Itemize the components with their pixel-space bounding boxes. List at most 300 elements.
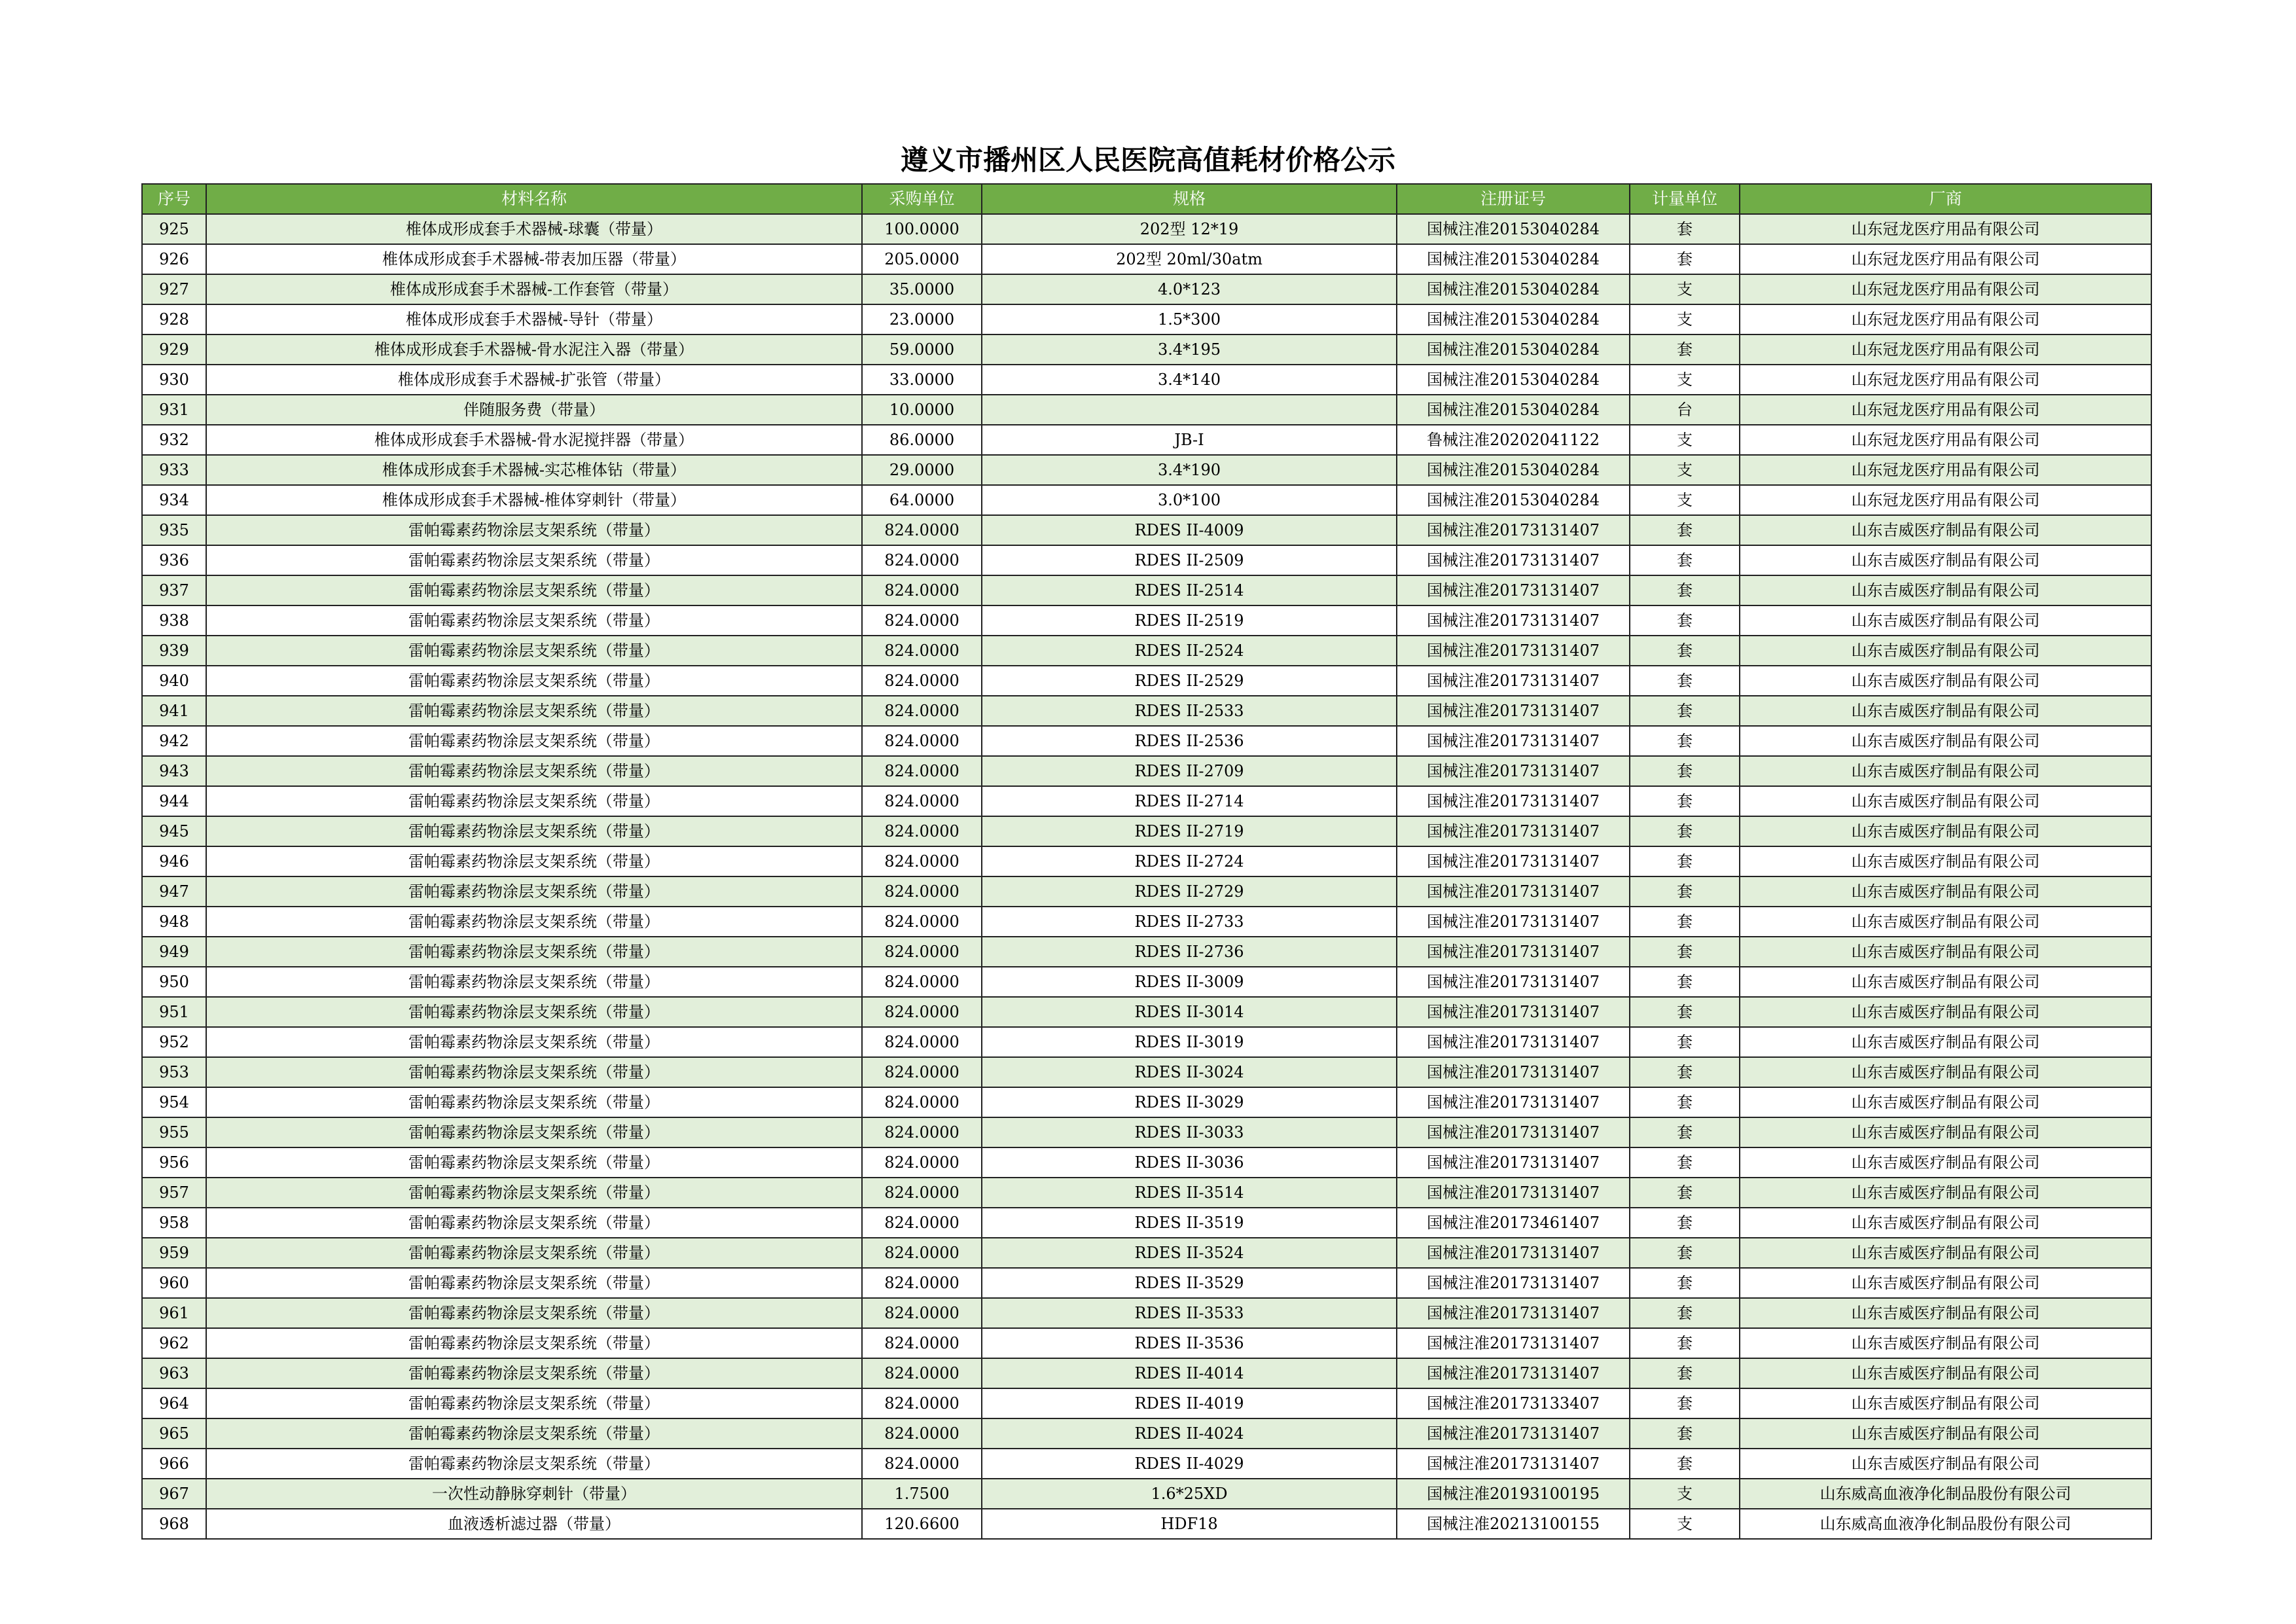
cell-unit-price: 86.0000 <box>862 425 982 455</box>
cell-spec: 1.6*25XD <box>982 1479 1397 1509</box>
cell-unit: 套 <box>1630 1268 1740 1298</box>
cell-material-name: 一次性动静脉穿刺针（带量） <box>206 1479 862 1509</box>
table-row <box>142 274 2151 304</box>
cell-manufacturer: 山东冠龙医疗用品有限公司 <box>1740 214 2151 244</box>
cell-manufacturer: 山东吉威医疗制品有限公司 <box>1740 1418 2151 1449</box>
col-header-manufacturer: 厂商 <box>1740 184 2151 214</box>
table-row <box>142 1268 2151 1298</box>
cell-spec: RDES II-3036 <box>982 1147 1397 1178</box>
cell-material-name: 椎体成形成套手术器械-骨水泥搅拌器（带量） <box>206 425 862 455</box>
cell-registration-no: 国械注准20173131407 <box>1397 1418 1630 1449</box>
cell-unit: 套 <box>1630 636 1740 666</box>
cell-unit: 套 <box>1630 244 1740 274</box>
cell-manufacturer: 山东冠龙医疗用品有限公司 <box>1740 485 2151 515</box>
cell-spec: RDES II-2533 <box>982 696 1397 726</box>
cell-manufacturer: 山东冠龙医疗用品有限公司 <box>1740 455 2151 485</box>
cell-registration-no: 国械注准20193100195 <box>1397 1479 1630 1509</box>
cell-manufacturer: 山东吉威医疗制品有限公司 <box>1740 1208 2151 1238</box>
cell-index: 968 <box>142 1509 206 1539</box>
cell-spec: RDES II-3019 <box>982 1027 1397 1057</box>
cell-material-name: 雷帕霉素药物涂层支架系统（带量） <box>206 666 862 696</box>
cell-registration-no: 国械注准20173131407 <box>1397 846 1630 876</box>
cell-unit: 支 <box>1630 1479 1740 1509</box>
cell-index: 934 <box>142 485 206 515</box>
cell-unit: 套 <box>1630 334 1740 365</box>
cell-manufacturer: 山东吉威医疗制品有限公司 <box>1740 666 2151 696</box>
cell-index: 939 <box>142 636 206 666</box>
cell-index: 953 <box>142 1057 206 1087</box>
cell-manufacturer: 山东吉威医疗制品有限公司 <box>1740 726 2151 756</box>
cell-index: 963 <box>142 1358 206 1388</box>
cell-spec: RDES II-2729 <box>982 876 1397 907</box>
table-row <box>142 365 2151 395</box>
cell-material-name: 椎体成形成套手术器械-带表加压器（带量） <box>206 244 862 274</box>
table-header-row <box>142 184 2151 214</box>
table-row <box>142 1479 2151 1509</box>
cell-registration-no: 国械注准20173131407 <box>1397 1328 1630 1358</box>
cell-spec: 202型 20ml/30atm <box>982 244 1397 274</box>
cell-spec: JB-I <box>982 425 1397 455</box>
cell-manufacturer: 山东吉威医疗制品有限公司 <box>1740 1117 2151 1147</box>
cell-index: 966 <box>142 1449 206 1479</box>
cell-material-name: 椎体成形成套手术器械-扩张管（带量） <box>206 365 862 395</box>
cell-index: 960 <box>142 1268 206 1298</box>
cell-material-name: 雷帕霉素药物涂层支架系统（带量） <box>206 1358 862 1388</box>
cell-manufacturer: 山东冠龙医疗用品有限公司 <box>1740 365 2151 395</box>
cell-spec: RDES II-2524 <box>982 636 1397 666</box>
cell-material-name: 雷帕霉素药物涂层支架系统（带量） <box>206 636 862 666</box>
cell-material-name: 椎体成形成套手术器械-导针（带量） <box>206 304 862 334</box>
cell-manufacturer: 山东吉威医疗制品有限公司 <box>1740 997 2151 1027</box>
cell-index: 959 <box>142 1238 206 1268</box>
cell-registration-no: 国械注准20173131407 <box>1397 1057 1630 1087</box>
cell-material-name: 雷帕霉素药物涂层支架系统（带量） <box>206 605 862 636</box>
cell-unit-price: 824.0000 <box>862 515 982 545</box>
cell-manufacturer: 山东吉威医疗制品有限公司 <box>1740 1057 2151 1087</box>
cell-registration-no: 国械注准20153040284 <box>1397 244 1630 274</box>
cell-unit-price: 824.0000 <box>862 876 982 907</box>
cell-registration-no: 国械注准20173131407 <box>1397 545 1630 575</box>
cell-unit-price: 824.0000 <box>862 786 982 816</box>
col-header-registration-no: 注册证号 <box>1397 184 1630 214</box>
cell-unit: 支 <box>1630 485 1740 515</box>
cell-unit: 套 <box>1630 1358 1740 1388</box>
cell-material-name: 雷帕霉素药物涂层支架系统（带量） <box>206 756 862 786</box>
cell-material-name: 雷帕霉素药物涂层支架系统（带量） <box>206 515 862 545</box>
cell-material-name: 雷帕霉素药物涂层支架系统（带量） <box>206 1117 862 1147</box>
cell-spec: RDES II-4019 <box>982 1388 1397 1418</box>
cell-unit: 套 <box>1630 1117 1740 1147</box>
cell-manufacturer: 山东吉威医疗制品有限公司 <box>1740 907 2151 937</box>
table-row <box>142 937 2151 967</box>
cell-manufacturer: 山东吉威医疗制品有限公司 <box>1740 1358 2151 1388</box>
cell-unit-price: 824.0000 <box>862 937 982 967</box>
cell-material-name: 血液透析滤过器（带量） <box>206 1509 862 1539</box>
table-row <box>142 1238 2151 1268</box>
table-row <box>142 1328 2151 1358</box>
cell-unit: 套 <box>1630 816 1740 846</box>
cell-unit: 套 <box>1630 1057 1740 1087</box>
cell-unit-price: 824.0000 <box>862 846 982 876</box>
table-row <box>142 545 2151 575</box>
cell-unit: 套 <box>1630 515 1740 545</box>
cell-spec: RDES II-3033 <box>982 1117 1397 1147</box>
cell-unit: 套 <box>1630 1238 1740 1268</box>
page-title: 遵义市播州区人民医院高值耗材价格公示 <box>900 144 1395 176</box>
table-row <box>142 1298 2151 1328</box>
table-row <box>142 1087 2151 1117</box>
cell-spec: RDES II-2733 <box>982 907 1397 937</box>
cell-registration-no: 国械注准20173131407 <box>1397 696 1630 726</box>
cell-registration-no: 国械注准20153040284 <box>1397 455 1630 485</box>
cell-registration-no: 国械注准20153040284 <box>1397 395 1630 425</box>
cell-unit: 支 <box>1630 365 1740 395</box>
table-row <box>142 1057 2151 1087</box>
cell-material-name: 雷帕霉素药物涂层支架系统（带量） <box>206 545 862 575</box>
cell-spec: RDES II-2509 <box>982 545 1397 575</box>
cell-registration-no: 国械注准20173461407 <box>1397 1208 1630 1238</box>
cell-spec: RDES II-2536 <box>982 726 1397 756</box>
table-row <box>142 666 2151 696</box>
cell-index: 957 <box>142 1178 206 1208</box>
cell-index: 928 <box>142 304 206 334</box>
table-row <box>142 1208 2151 1238</box>
cell-manufacturer: 山东吉威医疗制品有限公司 <box>1740 1388 2151 1418</box>
cell-index: 951 <box>142 997 206 1027</box>
cell-material-name: 雷帕霉素药物涂层支架系统（带量） <box>206 1328 862 1358</box>
cell-material-name: 雷帕霉素药物涂层支架系统（带量） <box>206 1208 862 1238</box>
cell-manufacturer: 山东吉威医疗制品有限公司 <box>1740 1298 2151 1328</box>
cell-manufacturer: 山东吉威医疗制品有限公司 <box>1740 545 2151 575</box>
cell-index: 950 <box>142 967 206 997</box>
cell-spec: RDES II-3524 <box>982 1238 1397 1268</box>
cell-registration-no: 国械注准20173131407 <box>1397 1147 1630 1178</box>
table-row <box>142 636 2151 666</box>
cell-material-name: 雷帕霉素药物涂层支架系统（带量） <box>206 876 862 907</box>
cell-unit-price: 29.0000 <box>862 455 982 485</box>
cell-manufacturer: 山东吉威医疗制品有限公司 <box>1740 1449 2151 1479</box>
cell-index: 947 <box>142 876 206 907</box>
cell-unit-price: 100.0000 <box>862 214 982 244</box>
cell-index: 935 <box>142 515 206 545</box>
cell-spec: 3.4*190 <box>982 455 1397 485</box>
cell-index: 941 <box>142 696 206 726</box>
cell-unit: 套 <box>1630 545 1740 575</box>
cell-unit: 套 <box>1630 1418 1740 1449</box>
cell-registration-no: 国械注准20153040284 <box>1397 485 1630 515</box>
cell-material-name: 雷帕霉素药物涂层支架系统（带量） <box>206 997 862 1027</box>
table-row <box>142 967 2151 997</box>
table-row <box>142 575 2151 605</box>
cell-material-name: 雷帕霉素药物涂层支架系统（带量） <box>206 1238 862 1268</box>
cell-unit-price: 824.0000 <box>862 1268 982 1298</box>
cell-spec: RDES II-3009 <box>982 967 1397 997</box>
cell-unit: 套 <box>1630 1449 1740 1479</box>
cell-registration-no: 国械注准20173131407 <box>1397 1087 1630 1117</box>
cell-index: 931 <box>142 395 206 425</box>
cell-index: 946 <box>142 846 206 876</box>
cell-registration-no: 国械注准20213100155 <box>1397 1509 1630 1539</box>
cell-unit: 套 <box>1630 1087 1740 1117</box>
cell-registration-no: 国械注准20173131407 <box>1397 997 1630 1027</box>
cell-index: 932 <box>142 425 206 455</box>
cell-manufacturer: 山东吉威医疗制品有限公司 <box>1740 876 2151 907</box>
table-row <box>142 1449 2151 1479</box>
cell-spec: RDES II-4014 <box>982 1358 1397 1388</box>
cell-registration-no: 国械注准20173133407 <box>1397 1388 1630 1418</box>
table-row <box>142 1147 2151 1178</box>
cell-index: 942 <box>142 726 206 756</box>
cell-unit-price: 824.0000 <box>862 1057 982 1087</box>
cell-material-name: 雷帕霉素药物涂层支架系统（带量） <box>206 1027 862 1057</box>
cell-registration-no: 国械注准20173131407 <box>1397 756 1630 786</box>
cell-unit-price: 824.0000 <box>862 1208 982 1238</box>
cell-index: 937 <box>142 575 206 605</box>
cell-spec: RDES II-3029 <box>982 1087 1397 1117</box>
cell-unit: 支 <box>1630 1509 1740 1539</box>
cell-index: 961 <box>142 1298 206 1328</box>
cell-unit: 套 <box>1630 907 1740 937</box>
table-row <box>142 786 2151 816</box>
cell-manufacturer: 山东威高血液净化制品股份有限公司 <box>1740 1509 2151 1539</box>
cell-unit-price: 824.0000 <box>862 1418 982 1449</box>
cell-material-name: 雷帕霉素药物涂层支架系统（带量） <box>206 937 862 967</box>
cell-registration-no: 国械注准20153040284 <box>1397 214 1630 244</box>
table-row <box>142 816 2151 846</box>
cell-index: 944 <box>142 786 206 816</box>
cell-registration-no: 国械注准20173131407 <box>1397 666 1630 696</box>
cell-unit: 套 <box>1630 575 1740 605</box>
cell-unit: 套 <box>1630 605 1740 636</box>
cell-material-name: 雷帕霉素药物涂层支架系统（带量） <box>206 1298 862 1328</box>
cell-registration-no: 国械注准20153040284 <box>1397 304 1630 334</box>
cell-spec: 3.4*140 <box>982 365 1397 395</box>
cell-unit-price: 824.0000 <box>862 636 982 666</box>
cell-registration-no: 国械注准20173131407 <box>1397 1238 1630 1268</box>
table-row <box>142 605 2151 636</box>
cell-unit-price: 59.0000 <box>862 334 982 365</box>
cell-unit-price: 824.0000 <box>862 1027 982 1057</box>
cell-registration-no: 国械注准20173131407 <box>1397 605 1630 636</box>
table-row <box>142 756 2151 786</box>
cell-spec: RDES II-2719 <box>982 816 1397 846</box>
cell-unit-price: 120.6600 <box>862 1509 982 1539</box>
cell-spec: HDF18 <box>982 1509 1397 1539</box>
cell-unit-price: 824.0000 <box>862 1147 982 1178</box>
cell-index: 956 <box>142 1147 206 1178</box>
cell-unit: 套 <box>1630 1388 1740 1418</box>
cell-registration-no: 国械注准20173131407 <box>1397 1268 1630 1298</box>
cell-manufacturer: 山东威高血液净化制品股份有限公司 <box>1740 1479 2151 1509</box>
table-row <box>142 334 2151 365</box>
cell-manufacturer: 山东吉威医疗制品有限公司 <box>1740 515 2151 545</box>
cell-registration-no: 国械注准20173131407 <box>1397 1027 1630 1057</box>
cell-spec: 3.0*100 <box>982 485 1397 515</box>
cell-material-name: 椎体成形成套手术器械-球囊（带量） <box>206 214 862 244</box>
col-header-unit: 计量单位 <box>1630 184 1740 214</box>
cell-spec <box>982 395 1397 425</box>
cell-index: 945 <box>142 816 206 846</box>
cell-registration-no: 国械注准20173131407 <box>1397 1178 1630 1208</box>
cell-unit-price: 1.7500 <box>862 1479 982 1509</box>
cell-material-name: 雷帕霉素药物涂层支架系统（带量） <box>206 846 862 876</box>
cell-registration-no: 国械注准20173131407 <box>1397 1449 1630 1479</box>
cell-unit-price: 824.0000 <box>862 1087 982 1117</box>
table-row <box>142 1117 2151 1147</box>
cell-unit: 支 <box>1630 274 1740 304</box>
cell-manufacturer: 山东冠龙医疗用品有限公司 <box>1740 425 2151 455</box>
cell-material-name: 雷帕霉素药物涂层支架系统（带量） <box>206 786 862 816</box>
cell-material-name: 雷帕霉素药物涂层支架系统（带量） <box>206 1147 862 1178</box>
cell-index: 949 <box>142 937 206 967</box>
cell-unit-price: 824.0000 <box>862 816 982 846</box>
cell-unit: 支 <box>1630 455 1740 485</box>
cell-index: 964 <box>142 1388 206 1418</box>
cell-manufacturer: 山东冠龙医疗用品有限公司 <box>1740 244 2151 274</box>
cell-unit-price: 824.0000 <box>862 967 982 997</box>
table-row <box>142 1027 2151 1057</box>
cell-registration-no: 国械注准20173131407 <box>1397 876 1630 907</box>
cell-spec: 3.4*195 <box>982 334 1397 365</box>
cell-spec: RDES II-2724 <box>982 846 1397 876</box>
cell-unit: 套 <box>1630 1178 1740 1208</box>
table-row <box>142 726 2151 756</box>
cell-manufacturer: 山东吉威医疗制品有限公司 <box>1740 636 2151 666</box>
cell-spec: 4.0*123 <box>982 274 1397 304</box>
cell-registration-no: 国械注准20173131407 <box>1397 636 1630 666</box>
price-table <box>141 183 2152 1540</box>
cell-spec: 202型 12*19 <box>982 214 1397 244</box>
cell-index: 954 <box>142 1087 206 1117</box>
cell-unit-price: 824.0000 <box>862 1388 982 1418</box>
cell-registration-no: 国械注准20153040284 <box>1397 334 1630 365</box>
cell-material-name: 雷帕霉素药物涂层支架系统（带量） <box>206 696 862 726</box>
table-row <box>142 876 2151 907</box>
table-row <box>142 485 2151 515</box>
cell-spec: RDES II-2514 <box>982 575 1397 605</box>
cell-registration-no: 国械注准20173131407 <box>1397 726 1630 756</box>
cell-index: 926 <box>142 244 206 274</box>
cell-unit: 套 <box>1630 1147 1740 1178</box>
cell-index: 940 <box>142 666 206 696</box>
cell-manufacturer: 山东吉威医疗制品有限公司 <box>1740 605 2151 636</box>
cell-spec: RDES II-4009 <box>982 515 1397 545</box>
cell-spec: 1.5*300 <box>982 304 1397 334</box>
cell-unit-price: 824.0000 <box>862 605 982 636</box>
cell-material-name: 雷帕霉素药物涂层支架系统（带量） <box>206 816 862 846</box>
cell-registration-no: 国械注准20173131407 <box>1397 575 1630 605</box>
cell-spec: RDES II-3014 <box>982 997 1397 1027</box>
table-row <box>142 997 2151 1027</box>
cell-index: 965 <box>142 1418 206 1449</box>
cell-manufacturer: 山东冠龙医疗用品有限公司 <box>1740 334 2151 365</box>
table-row <box>142 1509 2151 1539</box>
cell-unit: 支 <box>1630 425 1740 455</box>
table-row <box>142 515 2151 545</box>
cell-unit-price: 205.0000 <box>862 244 982 274</box>
cell-unit-price: 824.0000 <box>862 997 982 1027</box>
cell-unit: 套 <box>1630 846 1740 876</box>
cell-material-name: 椎体成形成套手术器械-工作套管（带量） <box>206 274 862 304</box>
cell-material-name: 雷帕霉素药物涂层支架系统（带量） <box>206 967 862 997</box>
cell-material-name: 雷帕霉素药物涂层支架系统（带量） <box>206 1087 862 1117</box>
cell-spec: RDES II-2736 <box>982 937 1397 967</box>
cell-index: 938 <box>142 605 206 636</box>
table-row <box>142 244 2151 274</box>
cell-material-name: 椎体成形成套手术器械-骨水泥注入器（带量） <box>206 334 862 365</box>
col-header-spec: 规格 <box>982 184 1397 214</box>
cell-unit-price: 824.0000 <box>862 575 982 605</box>
col-header-material-name: 材料名称 <box>206 184 862 214</box>
cell-manufacturer: 山东冠龙医疗用品有限公司 <box>1740 274 2151 304</box>
cell-material-name: 伴随服务费（带量） <box>206 395 862 425</box>
cell-spec: RDES II-3519 <box>982 1208 1397 1238</box>
cell-manufacturer: 山东吉威医疗制品有限公司 <box>1740 1178 2151 1208</box>
cell-spec: RDES II-2529 <box>982 666 1397 696</box>
cell-unit-price: 824.0000 <box>862 545 982 575</box>
cell-unit: 套 <box>1630 756 1740 786</box>
cell-spec: RDES II-2519 <box>982 605 1397 636</box>
cell-manufacturer: 山东吉威医疗制品有限公司 <box>1740 816 2151 846</box>
cell-index: 925 <box>142 214 206 244</box>
cell-registration-no: 国械注准20173131407 <box>1397 937 1630 967</box>
cell-unit-price: 33.0000 <box>862 365 982 395</box>
cell-unit: 套 <box>1630 786 1740 816</box>
cell-unit-price: 824.0000 <box>862 1358 982 1388</box>
table-row <box>142 214 2151 244</box>
cell-unit-price: 824.0000 <box>862 1178 982 1208</box>
cell-manufacturer: 山东吉威医疗制品有限公司 <box>1740 1328 2151 1358</box>
cell-unit-price: 824.0000 <box>862 907 982 937</box>
table-row <box>142 455 2151 485</box>
cell-index: 948 <box>142 907 206 937</box>
cell-manufacturer: 山东冠龙医疗用品有限公司 <box>1740 395 2151 425</box>
table-row <box>142 1358 2151 1388</box>
cell-unit: 支 <box>1630 304 1740 334</box>
cell-material-name: 雷帕霉素药物涂层支架系统（带量） <box>206 907 862 937</box>
cell-index: 929 <box>142 334 206 365</box>
cell-material-name: 雷帕霉素药物涂层支架系统（带量） <box>206 1178 862 1208</box>
cell-spec: RDES II-3024 <box>982 1057 1397 1087</box>
cell-material-name: 雷帕霉素药物涂层支架系统（带量） <box>206 1418 862 1449</box>
cell-unit-price: 23.0000 <box>862 304 982 334</box>
cell-manufacturer: 山东吉威医疗制品有限公司 <box>1740 1147 2151 1178</box>
cell-index: 962 <box>142 1328 206 1358</box>
cell-manufacturer: 山东冠龙医疗用品有限公司 <box>1740 304 2151 334</box>
table-row <box>142 1178 2151 1208</box>
cell-unit: 套 <box>1630 937 1740 967</box>
cell-manufacturer: 山东吉威医疗制品有限公司 <box>1740 846 2151 876</box>
cell-unit-price: 35.0000 <box>862 274 982 304</box>
cell-manufacturer: 山东吉威医疗制品有限公司 <box>1740 575 2151 605</box>
cell-spec: RDES II-3514 <box>982 1178 1397 1208</box>
cell-unit-price: 824.0000 <box>862 666 982 696</box>
cell-unit: 套 <box>1630 967 1740 997</box>
cell-registration-no: 国械注准20173131407 <box>1397 515 1630 545</box>
cell-unit-price: 824.0000 <box>862 696 982 726</box>
cell-unit: 套 <box>1630 1328 1740 1358</box>
cell-unit-price: 824.0000 <box>862 756 982 786</box>
col-header-unit-price: 采购单位 <box>862 184 982 214</box>
cell-material-name: 椎体成形成套手术器械-实芯椎体钻（带量） <box>206 455 862 485</box>
cell-unit: 套 <box>1630 997 1740 1027</box>
table-row <box>142 395 2151 425</box>
cell-unit-price: 824.0000 <box>862 1328 982 1358</box>
cell-registration-no: 鲁械注准20202041122 <box>1397 425 1630 455</box>
cell-material-name: 雷帕霉素药物涂层支架系统（带量） <box>206 1268 862 1298</box>
table-row <box>142 846 2151 876</box>
cell-unit: 套 <box>1630 214 1740 244</box>
